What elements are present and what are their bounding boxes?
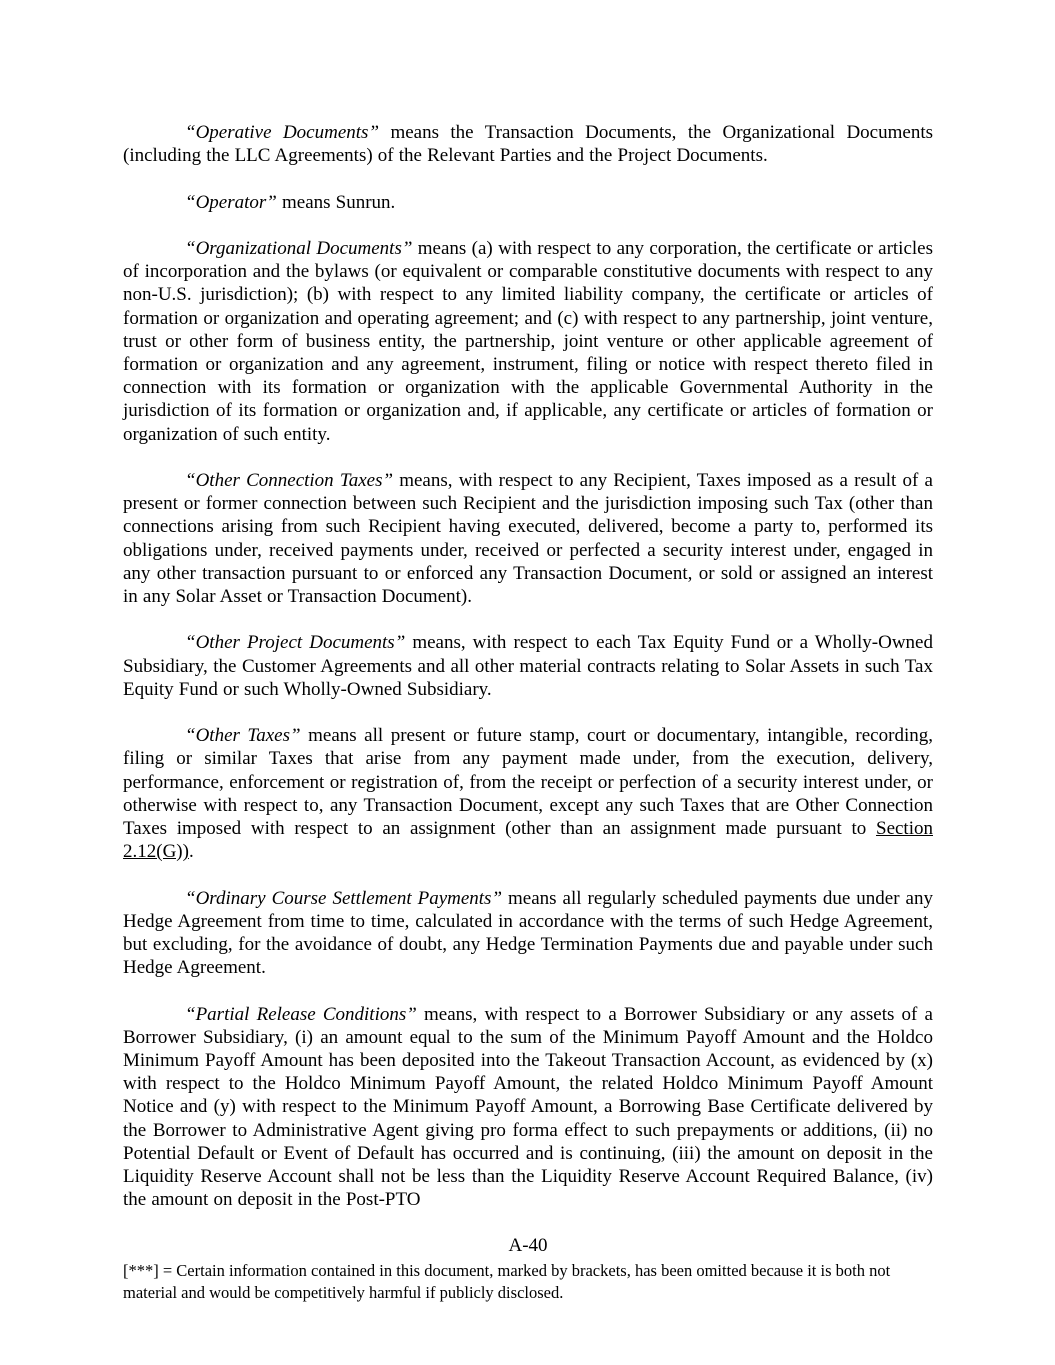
page-footer xyxy=(123,1234,933,1304)
paragraph-text: means all regularly scheduled payments due under any Hedge Agreement from time to time, calculated in accordance with the terms of such Hedge Agreement, but excluding, for the avoidance of doubt, any Hedge Termination Payments due and payable under such Hedge Agreement. xyxy=(123,887,933,979)
defined-term: “Other Taxes” xyxy=(185,725,301,747)
paragraph-text: means Sunrun. xyxy=(276,191,396,213)
section-reference: Section 2.12(G)) xyxy=(123,818,933,863)
defined-term: “Other Connection Taxes” xyxy=(185,470,394,491)
paragraph xyxy=(123,887,933,980)
paragraph-text: means, with respect to each Tax Equity Fund or a Wholly-Owned Subsidiary, the Customer Agreements and all other material contracts relating to Solar Assets in such Tax Equity Fund or such Wholly-Owned Subsidiary. xyxy=(123,632,933,700)
paragraph xyxy=(123,469,933,608)
defined-term: “Organizational Documents” xyxy=(185,237,413,259)
confidentiality-footnote: [***] = Certain information contained in this document, marked by brackets, has been omitted because it is both not material and would be competitively harmful if publicly disclosed. xyxy=(123,1261,891,1302)
document-body xyxy=(123,121,933,1235)
paragraph xyxy=(123,191,933,214)
paragraph xyxy=(123,631,933,701)
defined-term: “Other Project Documents” xyxy=(185,632,406,654)
paragraph xyxy=(123,237,933,446)
paragraph xyxy=(123,121,933,167)
paragraph-text: means, with respect to a Borrower Subsidiary or any assets of a Borrower Subsidiary, (i) an amount equal to the sum of the Minimum Payoff Amount and the Holdco Minimum Payoff Amount has been deposited into the Takeout Transaction Account, as evidenced by (x) with respect to the Holdco Minimum Payoff Amount, the related Holdco Minimum Payoff Amount Notice and (y) with respect to the Minimum Payoff Amount, a Borrowing Base Certificate delivered by the Borrower to Administrative Agent giving pro forma effect to such prepayments or additions, (ii) no Potential Default or Event of Default has occurred and is continuing, (iii) the amount on deposit in the Liquidity Reserve Account shall not be less than the Liquidity Reserve Account Required Balance, (iv) the amount on deposit in the Post-PTO xyxy=(123,1003,933,1211)
paragraph-text: means the Transaction Documents, the Organizational Documents (including the LLC Agreements) of the Relevant Parties and the Project Documents. xyxy=(123,122,933,167)
page-number: A-40 xyxy=(508,1235,548,1256)
paragraph-text: means, with respect to any Recipient, Taxes imposed as a result of a present or former connection between such Recipient and the jurisdiction imposing such Tax (other than connections arising from such Recipient having executed, delivered, become a party to, performed its obligations under, received payments under, received or perfected a security interest under, engaged in any other transaction pursuant to or enforced any Transaction Document, or sold or assigned an interest in any Solar Asset or Transaction Document). xyxy=(123,470,933,608)
paragraph-text: means all present or future stamp, court or documentary, intangible, recording, filing or similar Taxes that arise from any payment made under, from the execution, delivery, performance, enforcement or registration of, from the receipt or perfection of a security interest under, or otherwise with respect to, any Transaction Document, except any such Taxes that are Other Connection Taxes imposed with respect to an assignment (other than an assignment made pursuant to xyxy=(123,725,933,840)
paragraph xyxy=(123,724,933,863)
paragraph xyxy=(123,1003,933,1212)
defined-term: “Ordinary Course Settlement Payments” xyxy=(185,887,503,909)
defined-term: “Partial Release Conditions” xyxy=(185,1003,417,1025)
paragraph-text: means (a) with respect to any corporation, the certificate or articles of incorporation and the bylaws (or equivalent or comparable constitutive documents with respect to any non-U.S. jurisdiction); (b) with respect to any limited liability company, the certificate or articles of formation or organization and operating agreement; and (c) with respect to any partnership, joint venture, trust or other form of business entity, the partnership, joint venture or other applicable agreement of formation or organization and any agreement, instrument, filing or notice with respect thereto filed in connection with its formation or organization with the applicable Governmental Authority in the jurisdiction of its formation or organization and, if applicable, any certificate or articles of formation or organization of such entity. xyxy=(123,237,933,445)
defined-term: “Operator” xyxy=(185,191,277,213)
defined-term: “Operative Documents” xyxy=(185,122,380,143)
paragraph-text: . xyxy=(188,841,194,863)
